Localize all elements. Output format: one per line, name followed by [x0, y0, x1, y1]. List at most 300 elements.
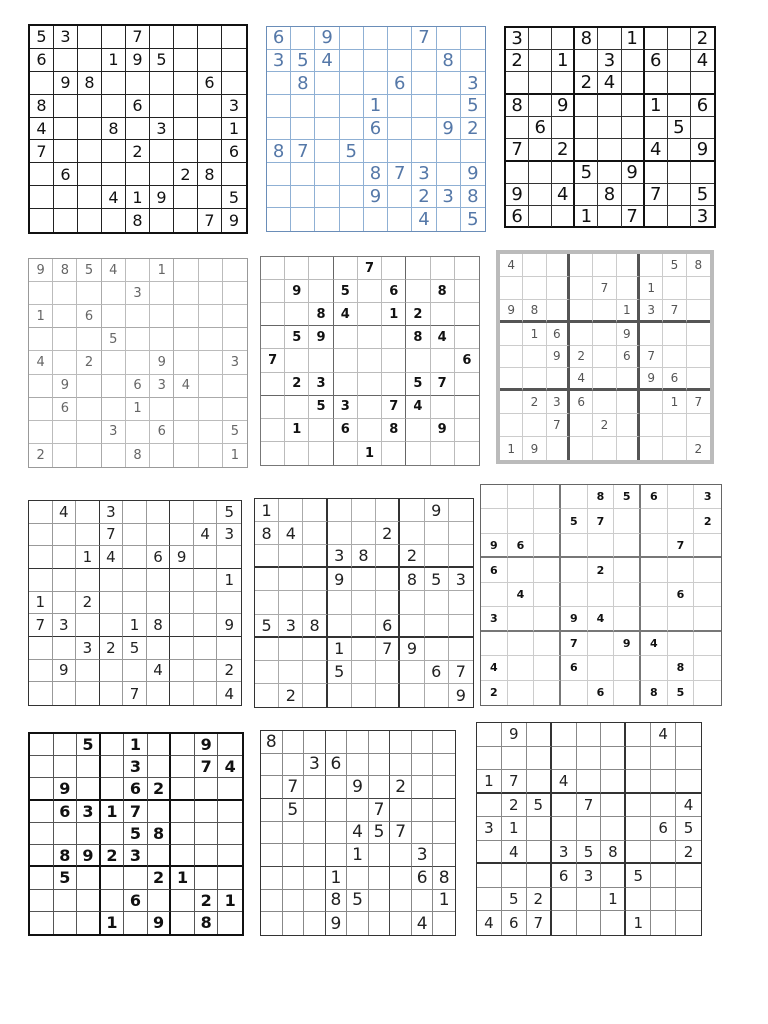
cell — [431, 303, 455, 326]
cell: 3 — [437, 186, 461, 209]
cell — [534, 681, 561, 705]
cell — [376, 545, 400, 568]
cell — [676, 770, 701, 794]
cell: 9 — [561, 607, 588, 631]
cell — [30, 823, 54, 845]
cell: 9 — [506, 184, 529, 206]
cell — [400, 684, 424, 707]
cell — [382, 373, 406, 396]
cell — [552, 72, 575, 95]
puzzle-3 — [28, 258, 248, 468]
cell: 7 — [261, 349, 285, 372]
cell: 3 — [102, 421, 126, 444]
cell — [171, 734, 195, 756]
cell — [601, 794, 626, 818]
cell — [30, 801, 54, 823]
cell — [645, 72, 668, 95]
cell — [376, 591, 400, 614]
cell — [283, 890, 305, 913]
cell — [552, 117, 575, 139]
cell — [425, 684, 449, 707]
cell — [534, 558, 561, 582]
cell — [406, 257, 430, 280]
cell — [593, 391, 616, 414]
cell: 4 — [641, 632, 668, 656]
cell — [126, 163, 150, 186]
cell — [641, 583, 668, 607]
cell — [285, 396, 309, 419]
cell: 6 — [506, 206, 529, 227]
cell: 5 — [663, 254, 686, 277]
cell: 6 — [552, 864, 577, 888]
cell — [101, 867, 125, 889]
cell — [547, 254, 570, 277]
cell — [77, 398, 101, 421]
cell — [577, 747, 602, 771]
cell — [267, 72, 291, 95]
cell — [283, 754, 305, 777]
cell: 5 — [614, 485, 641, 509]
cell — [598, 162, 621, 184]
cell — [29, 375, 53, 398]
cell — [412, 754, 434, 777]
cell — [223, 328, 247, 351]
cell — [102, 140, 126, 163]
cell — [303, 522, 327, 545]
cell: 9 — [455, 685, 466, 705]
cell: 9 — [150, 186, 174, 209]
cell — [406, 419, 430, 442]
cell: 4 — [676, 794, 701, 818]
cell — [223, 259, 247, 282]
cell — [552, 888, 577, 912]
cell — [477, 747, 502, 771]
cell — [477, 794, 502, 818]
cell: 5 — [467, 209, 479, 231]
cell — [54, 209, 78, 232]
cell — [194, 546, 218, 569]
cell — [640, 414, 663, 437]
cell — [53, 305, 77, 328]
cell: 1 — [124, 734, 148, 756]
cell: 1 — [500, 437, 523, 460]
cell — [126, 72, 150, 95]
cell — [315, 186, 339, 209]
cell — [261, 396, 285, 419]
cell: 4 — [502, 841, 527, 865]
cell — [481, 485, 508, 509]
cell — [622, 117, 645, 139]
cell — [195, 845, 219, 867]
cell — [54, 890, 78, 912]
cell — [400, 522, 424, 545]
cell — [195, 867, 219, 889]
cell: 6 — [364, 118, 388, 141]
cell — [400, 591, 424, 614]
puzzle-10 — [260, 730, 456, 936]
cell — [376, 661, 400, 684]
cell — [303, 545, 327, 568]
cell — [626, 747, 651, 771]
cell: 1 — [101, 801, 125, 823]
cell — [340, 50, 364, 73]
cell — [529, 184, 552, 206]
cell — [170, 501, 194, 524]
cell — [369, 754, 391, 777]
cell — [412, 140, 436, 163]
cell: 9 — [195, 734, 219, 756]
cell — [54, 912, 78, 934]
cell: 5 — [406, 373, 430, 396]
cell — [147, 682, 171, 705]
cell — [663, 437, 686, 460]
cell — [433, 844, 455, 867]
cell — [53, 282, 77, 305]
cell — [30, 72, 54, 95]
cell: 4 — [552, 770, 577, 794]
cell — [534, 607, 561, 631]
cell: 5 — [575, 162, 598, 184]
cell — [529, 95, 552, 117]
cell — [148, 845, 172, 867]
cell — [500, 277, 523, 300]
cell — [390, 912, 412, 935]
cell — [53, 569, 77, 592]
cell: 4 — [691, 50, 714, 72]
cell — [534, 485, 561, 509]
cell: 2 — [400, 545, 424, 568]
cell — [614, 583, 641, 607]
cell: 8 — [575, 28, 598, 50]
cell — [358, 303, 382, 326]
cell: 9 — [217, 614, 241, 637]
cell — [150, 140, 174, 163]
cell — [390, 867, 412, 890]
cell — [388, 140, 412, 163]
cell: 9 — [640, 368, 663, 391]
cell: 1 — [123, 614, 147, 637]
cell — [267, 118, 291, 141]
cell: 4 — [500, 254, 523, 277]
cell: 8 — [641, 681, 668, 705]
cell — [500, 391, 523, 414]
cell: 2 — [461, 118, 485, 141]
cell — [77, 282, 101, 305]
cell — [30, 186, 54, 209]
cell: 9 — [547, 346, 570, 369]
cell — [30, 845, 54, 867]
cell: 3 — [547, 391, 570, 414]
cell — [194, 501, 218, 524]
cell — [347, 799, 369, 822]
cell — [102, 209, 126, 232]
cell — [645, 162, 668, 184]
cell: 9 — [400, 638, 424, 661]
cell — [523, 346, 546, 369]
cell — [455, 257, 479, 280]
cell — [598, 28, 621, 50]
cell: 7 — [126, 26, 150, 49]
cell — [575, 184, 598, 206]
cell: 4 — [645, 139, 668, 162]
cell — [437, 95, 461, 118]
cell — [198, 49, 222, 72]
cell — [455, 326, 479, 349]
cell: 2 — [523, 391, 546, 414]
cell: 7 — [283, 776, 305, 799]
cell — [170, 682, 194, 705]
cell — [340, 208, 364, 231]
cell — [102, 398, 126, 421]
cell — [508, 656, 535, 680]
cell: 7 — [645, 184, 668, 206]
cell — [358, 373, 382, 396]
cell: 2 — [676, 841, 701, 865]
cell — [477, 841, 502, 865]
cell — [126, 351, 150, 374]
cell — [598, 206, 621, 227]
cell — [455, 396, 479, 419]
cell — [54, 140, 78, 163]
cell: 6 — [529, 117, 552, 139]
cell — [53, 637, 77, 660]
cell — [261, 912, 283, 935]
cell — [30, 778, 54, 800]
cell — [150, 26, 174, 49]
cell — [561, 558, 588, 582]
cell — [561, 485, 588, 509]
cell — [369, 867, 391, 890]
cell — [261, 754, 283, 777]
cell — [390, 754, 412, 777]
cell — [53, 421, 77, 444]
cell: 8 — [601, 841, 626, 865]
cell — [147, 501, 171, 524]
cell: 6 — [617, 346, 640, 369]
cell — [500, 346, 523, 369]
cell — [77, 756, 101, 778]
cell — [303, 568, 327, 591]
cell — [352, 499, 376, 522]
cell — [218, 867, 242, 889]
cell: 5 — [340, 140, 364, 163]
cell: 6 — [267, 27, 291, 50]
cell: 5 — [102, 328, 126, 351]
cell — [291, 27, 315, 50]
cell: 5 — [334, 280, 358, 303]
cell — [199, 305, 223, 328]
cell: 5 — [461, 95, 485, 118]
cell: 4 — [412, 208, 436, 231]
cell — [309, 280, 333, 303]
cell — [481, 583, 508, 607]
cell — [174, 444, 198, 467]
cell — [261, 890, 283, 913]
cell — [77, 421, 101, 444]
cell: 4 — [100, 546, 124, 569]
cell — [198, 95, 222, 118]
cell — [102, 282, 126, 305]
cell: 7 — [376, 638, 400, 661]
cell — [334, 326, 358, 349]
cell — [593, 437, 616, 460]
cell: 6 — [147, 546, 171, 569]
cell — [431, 349, 455, 372]
cell — [601, 817, 626, 841]
cell: 6 — [150, 421, 174, 444]
cell — [668, 139, 691, 162]
cell — [552, 28, 575, 50]
cell: 4 — [552, 184, 575, 206]
cell — [309, 419, 333, 442]
cell — [617, 414, 640, 437]
puzzle-2 — [504, 26, 716, 228]
cell — [561, 681, 588, 705]
cell — [508, 632, 535, 656]
cell: 8 — [267, 140, 291, 163]
cell — [601, 723, 626, 747]
cell: 3 — [54, 26, 78, 49]
cell — [529, 139, 552, 162]
cell — [626, 723, 651, 747]
cell — [326, 822, 348, 845]
cell — [261, 303, 285, 326]
cell — [76, 682, 100, 705]
cell: 1 — [76, 546, 100, 569]
cell: 9 — [315, 27, 339, 50]
cell: 9 — [431, 419, 455, 442]
cell — [412, 776, 434, 799]
cell — [508, 509, 535, 533]
cell: 9 — [328, 568, 352, 591]
cell: 9 — [523, 437, 546, 460]
cell — [388, 118, 412, 141]
cell — [388, 186, 412, 209]
cell: 8 — [147, 614, 171, 637]
cell: 9 — [170, 546, 194, 569]
cell — [593, 323, 616, 346]
cell: 1 — [663, 391, 686, 414]
cell: 4 — [315, 50, 339, 73]
cell — [261, 326, 285, 349]
cell: 1 — [622, 28, 645, 50]
cell — [449, 615, 473, 638]
cell — [223, 282, 247, 305]
cell — [195, 801, 219, 823]
cell — [174, 49, 198, 72]
cell: 7 — [123, 682, 147, 705]
cell: 6 — [455, 349, 479, 372]
cell: 7 — [593, 277, 616, 300]
cell: 8 — [461, 186, 485, 209]
cell — [358, 419, 382, 442]
cell: 1 — [601, 888, 626, 912]
cell — [170, 660, 194, 683]
cell: 2 — [481, 681, 508, 705]
cell — [29, 282, 53, 305]
cell: 5 — [223, 421, 247, 444]
cell — [261, 867, 283, 890]
cell — [552, 162, 575, 184]
cell — [449, 522, 473, 545]
cell — [174, 421, 198, 444]
cell — [150, 444, 174, 467]
puzzle-8 — [480, 484, 722, 706]
cell — [291, 208, 315, 231]
cell — [668, 184, 691, 206]
cell — [651, 770, 676, 794]
cell — [148, 890, 172, 912]
cell: 3 — [126, 282, 150, 305]
cell — [449, 545, 473, 568]
cell: 3 — [481, 607, 508, 631]
cell — [283, 844, 305, 867]
cell — [53, 546, 77, 569]
cell — [523, 254, 546, 277]
cell — [388, 27, 412, 50]
cell — [388, 50, 412, 73]
cell — [147, 637, 171, 660]
cell — [148, 756, 172, 778]
cell: 4 — [102, 259, 126, 282]
cell — [100, 614, 124, 637]
cell: 7 — [412, 27, 436, 50]
cell: 8 — [433, 867, 455, 890]
cell — [285, 442, 309, 465]
cell: 4 — [347, 822, 369, 845]
cell: 6 — [663, 368, 686, 391]
cell — [352, 591, 376, 614]
cell: 1 — [326, 867, 348, 890]
cell — [285, 349, 309, 372]
cell — [598, 117, 621, 139]
cell: 6 — [388, 72, 412, 95]
cell — [267, 186, 291, 209]
cell: 2 — [217, 660, 241, 683]
cell — [171, 778, 195, 800]
cell: 3 — [53, 614, 77, 637]
cell — [588, 656, 615, 680]
cell — [437, 163, 461, 186]
cell — [640, 437, 663, 460]
cell — [77, 328, 101, 351]
cell: 5 — [77, 259, 101, 282]
cell — [588, 583, 615, 607]
cell — [100, 569, 124, 592]
cell: 9 — [54, 778, 78, 800]
cell — [614, 656, 641, 680]
cell — [668, 632, 695, 656]
cell — [147, 569, 171, 592]
cell: 5 — [668, 117, 691, 139]
cell — [601, 864, 626, 888]
cell — [30, 756, 54, 778]
cell: 4 — [477, 911, 502, 935]
cell — [412, 95, 436, 118]
cell: 8 — [588, 485, 615, 509]
cell — [199, 375, 223, 398]
cell: 9 — [285, 280, 309, 303]
cell — [29, 421, 53, 444]
cell — [529, 206, 552, 227]
cell: 8 — [400, 568, 424, 591]
cell — [309, 442, 333, 465]
cell — [640, 323, 663, 346]
cell — [54, 734, 78, 756]
cell — [626, 888, 651, 912]
cell — [340, 72, 364, 95]
cell — [425, 591, 449, 614]
